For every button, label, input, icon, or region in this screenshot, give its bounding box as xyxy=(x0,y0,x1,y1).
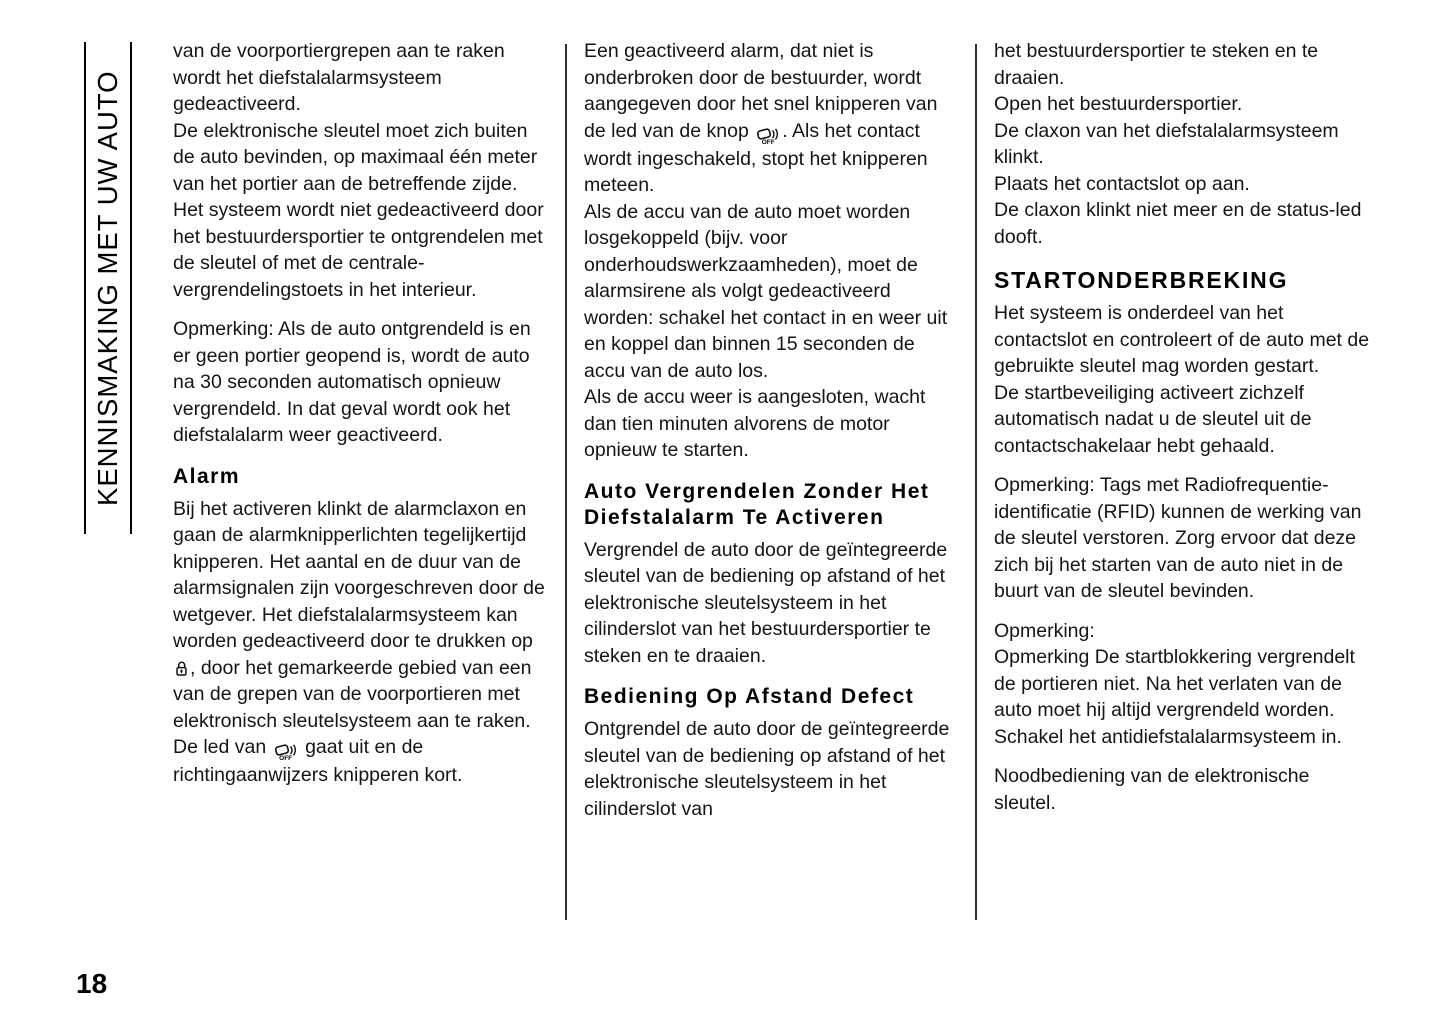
note-label: Opmerking: xyxy=(173,318,274,340)
paragraph xyxy=(584,38,956,199)
note-label-line: Opmerking: xyxy=(994,619,1095,642)
note-text: Als de auto ontgrendeld is en er geen portier geopend is, wordt de auto na 30 seconden automatisch opnieuw vergrendeld. In dat geval wordt ook het diefstalalarm weer geactiveerd. xyxy=(173,318,531,446)
paragraph: Vergrendel de auto door de geïntegreerde sleutel van de bediening op afstand of het elektronische sleutelsysteem in het cilinderslot van het bestuurdersportier te steken en te draaien. xyxy=(584,538,948,667)
paragraph: Als de accu weer is aangesloten, wacht dan tien minuten alvorens de motor opnieuw te starten. xyxy=(584,386,926,461)
paragraph: De claxon klinkt niet meer en de status-led dooft. xyxy=(994,199,1362,248)
text-segment: , door het gemarkeerde gebied van een van de grepen van de voorportieren met elektronisch sleutelsysteem aan te raken. De led van xyxy=(173,656,532,758)
alarm-off-label: OFF xyxy=(761,138,775,146)
paragraph: Plaats het contactslot op aan. xyxy=(994,172,1250,195)
heading-auto-vergrendelen: Auto Vergrendelen Zonder Het Diefstalalarm Te Activeren xyxy=(584,479,930,529)
heading-bediening-defect: Bediening Op Afstand Defect xyxy=(584,685,915,708)
paragraph: Ontgrendel de auto door de geïntegreerde sleutel van de bediening op afstand of het elektronische sleutelsysteem in het cilinderslot van xyxy=(584,718,950,820)
text-segment: Een geactiveerd alarm, dat niet is onderbroken door de bestuurder, wordt aangegeven door het snel knipperen van de led van de knop xyxy=(584,40,938,142)
heading-alarm: Alarm xyxy=(173,464,241,488)
paragraph: De claxon van het diefstalalarmsysteem klinkt. xyxy=(994,119,1339,168)
column-3 xyxy=(994,38,1374,816)
text-segment: Bij het activeren klinkt de alarmclaxon en gaan de alarmknipperlichten tegelijkertijd knipperen. Het aantal en de duur van de alarmsignalen zijn voorgeschreven door de wetgever. Het diefstalalarmsysteem kan worden gedeactiveerd door te drukken op xyxy=(173,497,545,652)
column-divider-1 xyxy=(565,44,567,920)
alarm-off-button-icon xyxy=(757,127,779,146)
alarm-off-label: OFF xyxy=(279,755,293,762)
column-divider-2 xyxy=(975,44,977,920)
paragraph: Het systeem is onderdeel van het contactslot en controleert of de auto met de gebruikte sleutel mag worden gestart. xyxy=(994,302,1370,377)
paragraph: van de voorportiergrepen aan te raken wordt het diefstalalarmsysteem gedeactiveerd. xyxy=(173,40,505,115)
chapter-title-vertical: KENNISMAKING MET UW AUTO xyxy=(84,42,132,534)
paragraph-alarm xyxy=(173,496,546,789)
paragraph: Noodbediening van de elektronische sleutel. xyxy=(994,765,1310,814)
sidebar xyxy=(84,42,132,534)
paragraph: De startbeveiliging activeert zichzelf automatisch nadat u de sleutel uit de contactschakelaar hebt gehaald. xyxy=(994,381,1312,457)
note-label: Opmerking: xyxy=(994,474,1095,496)
page-number: 18 xyxy=(76,968,108,999)
note-text: Tags met Radiofrequentie-identificatie (RFID) kunnen de werking van de sleutel verstoren. Zorg ervoor dat deze zich bij het starten van de auto niet in de buurt van de sleutel bevinden. xyxy=(994,474,1362,602)
text-segment: . Als het contact wordt ingeschakeld, stopt het knipperen meteen. xyxy=(584,119,928,196)
text-segment: gaat uit en de richtingaanwijzers knipperen kort. xyxy=(173,736,463,786)
paragraph: Als de accu van de auto moet worden losgekoppeld (bijv. voor onderhoudswerkzaamheden), moet de alarmsirene als volgt gedeactiveerd worden: schakel het contact in en weer uit en koppel dan binnen 15 seconden de accu van de auto los. xyxy=(584,200,948,382)
heading-startonderbreking: STARTONDERBREKING xyxy=(994,267,1289,293)
paragraph: Schakel het antidiefstalalarmsysteem in. xyxy=(994,725,1342,748)
paragraph: De elektronische sleutel moet zich buiten de auto bevinden, op maximaal één meter van het portier aan de betreffende zijde. xyxy=(173,119,538,195)
paragraph: het bestuurdersportier te steken en te draaien. xyxy=(994,40,1319,89)
paragraph: Het systeem wordt niet gedeactiveerd door het bestuurdersportier te ontgrendelen met de sleutel of met de centrale-vergrendelingstoets in het interieur. xyxy=(173,199,544,301)
paragraph: Open het bestuurdersportier. xyxy=(994,93,1243,115)
note-text-line: Opmerking De startblokkering vergrendelt de portieren niet. Na het verlaten van de auto moet hij altijd vergrendeld worden. xyxy=(994,646,1355,721)
column-1 xyxy=(173,38,546,789)
note xyxy=(994,472,1374,605)
column-2 xyxy=(584,38,956,822)
alarm-off-button-icon xyxy=(275,743,297,762)
unlock-button-icon xyxy=(175,660,188,677)
note xyxy=(173,316,546,449)
